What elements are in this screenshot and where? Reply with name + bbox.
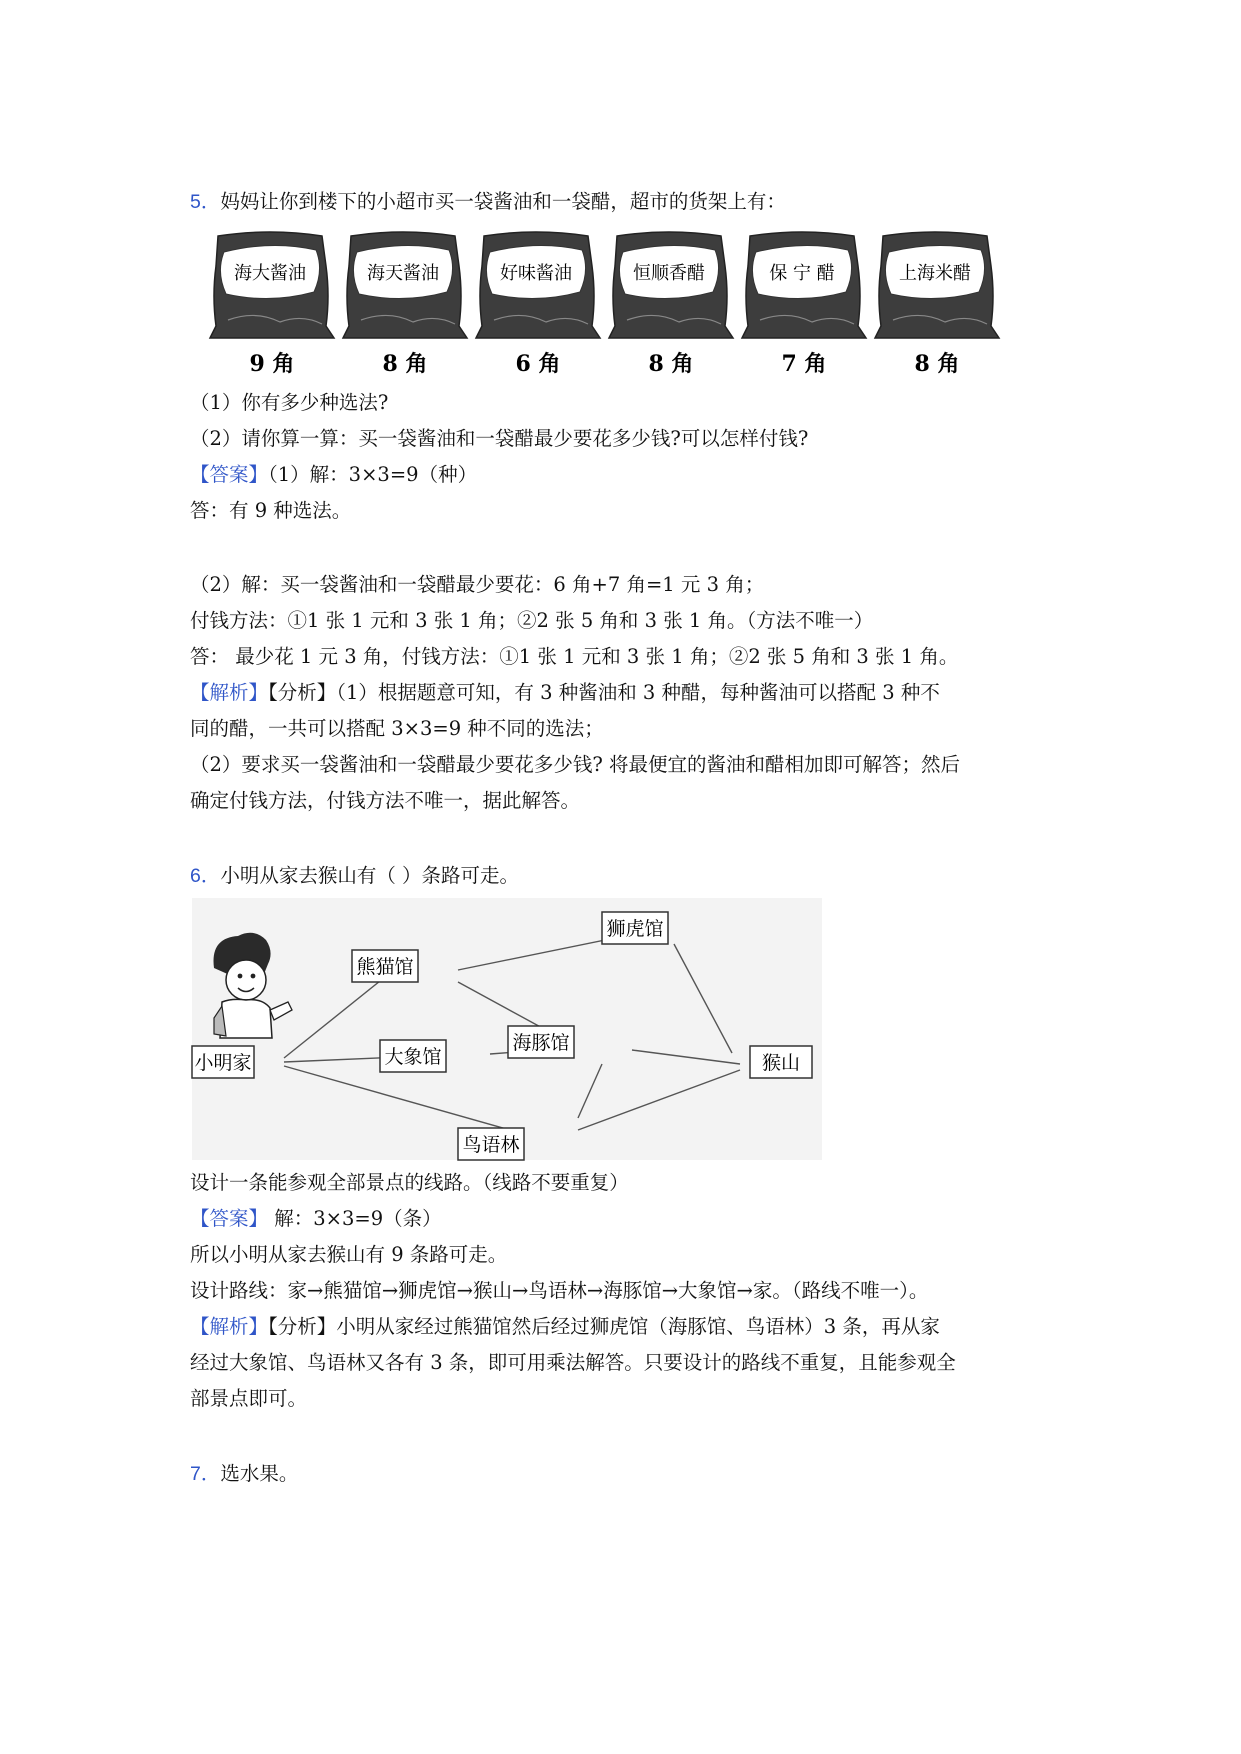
question-6-stem: [190, 862, 519, 890]
question-text: 妈妈让你到楼下的小超市买一袋酱油和一袋醋，超市的货架上有：: [220, 190, 786, 213]
analysis-text: 【分析】（1）根据题意可知，有 3 种酱油和 3 种醋，每种酱油可以搭配 3 种不: [268, 681, 940, 704]
answer-tag: 【答案】: [190, 1207, 269, 1230]
route-map-figure: [192, 898, 822, 1160]
product-name: 保 宁 醋: [769, 263, 835, 284]
product-price: 8 角: [914, 351, 960, 377]
question-5-sub2: （2）请你算一算：买一袋酱油和一袋醋最少要花多少钱?可以怎样付钱?: [190, 427, 809, 450]
product-bag: [476, 232, 600, 377]
analysis-tag: 【解析】: [190, 681, 269, 704]
question-5-sub1: （1）你有多少种选法?: [190, 391, 389, 414]
product-bag: [210, 232, 334, 377]
product-name: 海大酱油: [234, 263, 306, 284]
analysis-text: 【分析】小明从家经过熊猫馆然后经过狮虎馆（海豚馆、鸟语林）3 条，再从家: [268, 1315, 940, 1338]
node-dolphin-label: 海豚馆: [512, 1032, 570, 1054]
product-price: 8 角: [648, 351, 694, 377]
question-5-answer-line-1: [190, 461, 477, 489]
product-shelf-figure: [210, 226, 971, 386]
product-name: 好味酱油: [500, 263, 572, 284]
question-number: 5．: [190, 191, 221, 213]
node-bird-label: 鸟语林: [462, 1134, 520, 1156]
question-5-answer-line-4: 付钱方法：①1 张 1 元和 3 张 1 角；②2 张 5 角和 3 张 1 角。（方法不唯一）: [190, 609, 874, 632]
node-monkey-label: 猴山: [761, 1052, 801, 1074]
question-text: 小明从家去猴山有（ ）条路可走。: [220, 864, 520, 887]
question-number: 6．: [190, 865, 221, 887]
node-tiger-label: 狮虎馆: [606, 918, 664, 940]
node-dolphin: [508, 1026, 574, 1058]
question-6-task: 设计一条能参观全部景点的线路。（线路不要重复）: [190, 1171, 629, 1194]
question-5-analysis-line-4: 确定付钱方法，付钱方法不唯一，据此解答。: [190, 789, 581, 812]
question-6-answer-line-1: [190, 1205, 442, 1233]
product-bag: [742, 232, 866, 377]
node-monkey: [750, 1046, 812, 1078]
question-text: 选水果。: [220, 1462, 299, 1485]
node-bird: [458, 1128, 524, 1160]
answer-tag: 【答案】: [190, 463, 269, 486]
analysis-tag: 【解析】: [190, 1315, 269, 1338]
map-background: [192, 898, 822, 1160]
product-name: 恒顺香醋: [633, 263, 705, 284]
question-6-answer-line-3: 设计路线：家→熊猫馆→狮虎馆→猴山→鸟语林→海豚馆→大象馆→家。（路线不唯一）。: [190, 1279, 929, 1302]
question-6-analysis-line-2: 经过大象馆、鸟语林又各有 3 条，即可用乘法解答。只要设计的路线不重复，且能参观全: [190, 1351, 956, 1374]
question-5-analysis-line-1: [190, 679, 940, 707]
question-6-analysis-line-1: [190, 1313, 940, 1341]
node-tiger: [602, 912, 668, 944]
product-bag: [609, 232, 733, 377]
node-panda-label: 熊猫馆: [356, 956, 414, 978]
product-price: 6 角: [515, 351, 561, 377]
node-elephant: [380, 1040, 446, 1072]
node-elephant-label: 大象馆: [384, 1046, 442, 1068]
product-price: 8 角: [382, 351, 428, 377]
question-5-answer-line-5: 答： 最少花 1 元 3 角，付钱方法：①1 张 1 元和 3 张 1 角；②2 张 5 角和 3 张 1 角。: [190, 645, 959, 668]
node-home: [192, 1046, 254, 1078]
question-5-analysis-line-2: 同的醋，一共可以搭配 3×3=9 种不同的选法；: [190, 717, 604, 740]
node-panda: [352, 950, 418, 982]
product-price: 9 角: [249, 351, 295, 377]
question-5-stem: [190, 188, 786, 216]
answer-text: （1）解：3×3=9（种）: [268, 463, 478, 486]
product-bag: [875, 232, 999, 377]
question-number: 7．: [190, 1463, 221, 1485]
answer-text: 解：3×3=9（条）: [268, 1207, 442, 1230]
product-name: 上海米醋: [899, 263, 971, 284]
question-6-analysis-line-3: 部景点即可。: [190, 1387, 308, 1410]
node-home-label: 小明家: [194, 1052, 252, 1074]
question-6-answer-line-2: 所以小明从家去猴山有 9 条路可走。: [190, 1243, 508, 1266]
question-5-answer-line-2: 答：有 9 种选法。: [190, 499, 352, 522]
question-5-analysis-line-3: （2）要求买一袋酱油和一袋醋最少要花多少钱? 将最便宜的酱油和醋相加即可解答；然后: [190, 753, 961, 776]
product-bag: [343, 232, 467, 377]
product-name: 海天酱油: [367, 263, 439, 284]
question-7-stem: [190, 1460, 298, 1488]
product-price: 7 角: [781, 351, 827, 377]
question-5-answer-line-3: （2）解：买一袋酱油和一袋醋最少要花：6 角+7 角=1 元 3 角；: [190, 573, 765, 596]
